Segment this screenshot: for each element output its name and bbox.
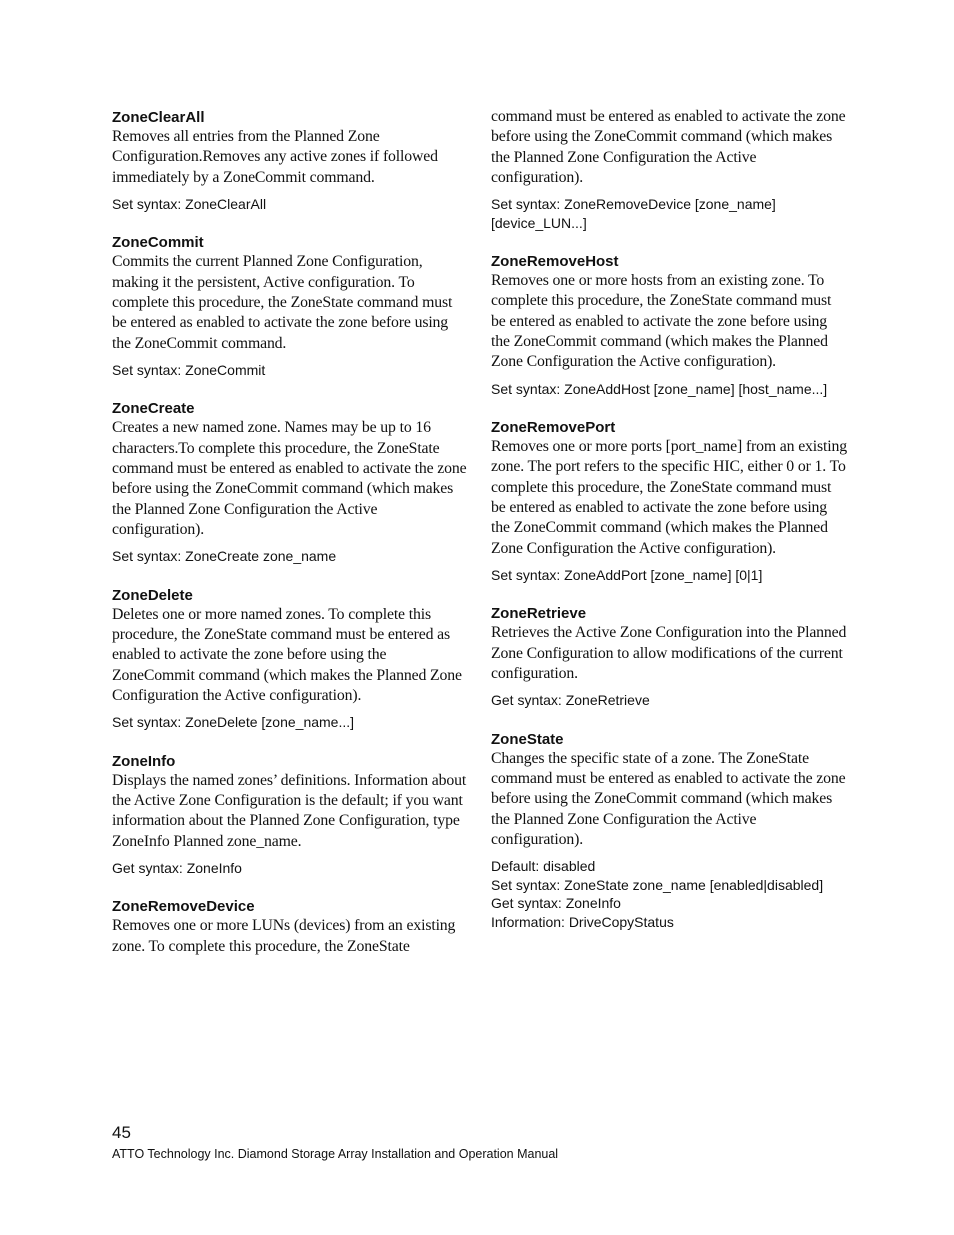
command-heading: ZoneInfo (112, 752, 176, 770)
command-description: Changes the specific state of a zone. The ZoneState command must be entered as enabled to activate the zone before using the ZoneCommit command (which makes the Planned Zone Configuration the Active configuration). (491, 749, 846, 849)
command-description: Removes one or more hosts from an existing zone. To complete this procedure, the ZoneState command must be entered as enabled to activate the zone before using the ZoneCommit command (which makes the Planned Zone Configuration the Active configuration). (491, 272, 832, 371)
command-syntax: Set syntax: ZoneCreate zone_name (112, 548, 337, 565)
information-line: Information: DriveCopyStatus (491, 913, 674, 930)
command-entry-zoneclearall (112, 107, 468, 213)
default-value-line: Default: disabled (491, 858, 596, 875)
command-description: Commits the current Planned Zone Configuration, making it the persistent, Active configuration. To complete this procedure, the ZoneState command must be entered as enabled to activate the zone before using the ZoneCommit command. (112, 253, 453, 352)
command-syntax: Set syntax: ZoneDelete [zone_name...] (112, 714, 355, 731)
command-syntax: Get syntax: ZoneRetrieve (491, 692, 650, 709)
footer-manual-title: ATTO Technology Inc. Diamond Storage Array Installation and Operation Manual (112, 1147, 559, 1161)
command-syntax: Set syntax: ZoneCommit (112, 361, 266, 378)
command-syntax: Get syntax: ZoneInfo (112, 859, 242, 876)
command-entry-zoneremovedevice (112, 896, 468, 957)
command-heading: ZoneClearAll (112, 109, 205, 126)
command-heading: ZoneDelete (112, 586, 193, 604)
command-entry-zonecommit (112, 232, 468, 379)
command-syntax: Set syntax: ZoneClearAll (112, 195, 267, 212)
page-number: 45 (112, 1123, 131, 1142)
command-heading: ZoneCommit (112, 234, 204, 252)
command-entry-zonestate (491, 729, 847, 931)
command-syntax: Set syntax: ZoneAddPort [zone_name] [0|1] (491, 566, 763, 583)
command-entry-zoneinfo (112, 751, 468, 878)
page-footer (112, 1122, 558, 1162)
command-description: Removes one or more LUNs (devices) from an existing zone. To complete this procedure, the ZoneState (112, 917, 456, 955)
command-entry-zonecreate (112, 398, 468, 565)
command-heading: ZoneState (491, 730, 564, 748)
command-entry-zoneretrieve (491, 603, 847, 709)
command-syntax: Set syntax: ZoneAddHost [zone_name] [host_name...] (491, 380, 828, 397)
command-description: Removes one or more ports [port_name] from an existing zone. The port refers to the specific HIC, either 0 or 1. To complete this procedure, the ZoneState command must be entered as enabled to activate the zone before using the ZoneCommit command (which makes the Planned Zone Configuration the Active configuration). (491, 438, 848, 557)
command-syntax: Set syntax: ZoneRemoveDevice [zone_name] [device_LUN...] (491, 196, 776, 231)
command-description: Removes all entries from the Planned Zone Configuration.Removes any active zones if followed immediately by a ZoneCommit command. (112, 128, 438, 186)
right-column (491, 107, 847, 950)
command-heading: ZoneRetrieve (491, 605, 587, 623)
left-column (112, 107, 468, 976)
command-entry-zonedelete (112, 585, 468, 732)
command-description: Displays the named zones’ definitions. Information about the Active Zone Configuration is the default; if you want information about the Planned Zone Configuration, type ZoneInfo Planned zone_name. (112, 771, 467, 850)
command-description: Deletes one or more named zones. To complete this procedure, the ZoneState command must be entered as enabled to activate the zone before using the ZoneCommit command (which makes the Planned Zone Configuration the Active configuration). (112, 605, 462, 704)
command-heading: ZoneCreate (112, 400, 195, 418)
command-description: command must be entered as enabled to activate the zone before using the ZoneCommit command (which makes the Planned Zone Configuration the Active configuration). (491, 108, 846, 186)
command-heading: ZoneRemovePort (491, 419, 616, 437)
command-description: Creates a new named zone. Names may be up to 16 characters.To complete this procedure, the ZoneState command must be entered as enabled to activate the zone before using the ZoneCommit command (which makes the Planned Zone Configuration the Active configuration). (112, 419, 467, 538)
get-syntax-line: Get syntax: ZoneInfo (491, 895, 621, 912)
command-heading: ZoneRemoveHost (491, 253, 619, 271)
command-entry-zoneremovehost (491, 251, 847, 398)
command-entry-zoneremoveport (491, 417, 847, 584)
command-heading: ZoneRemoveDevice (112, 898, 255, 916)
command-syntax-block (491, 857, 847, 931)
set-syntax-line: Set syntax: ZoneState zone_name [enabled|disabled] (491, 876, 824, 893)
command-description: Retrieves the Active Zone Configuration into the Planned Zone Configuration to allow modifications of the current configuration. (491, 624, 847, 683)
command-entry-zoneremovedevice-continued (491, 107, 847, 232)
